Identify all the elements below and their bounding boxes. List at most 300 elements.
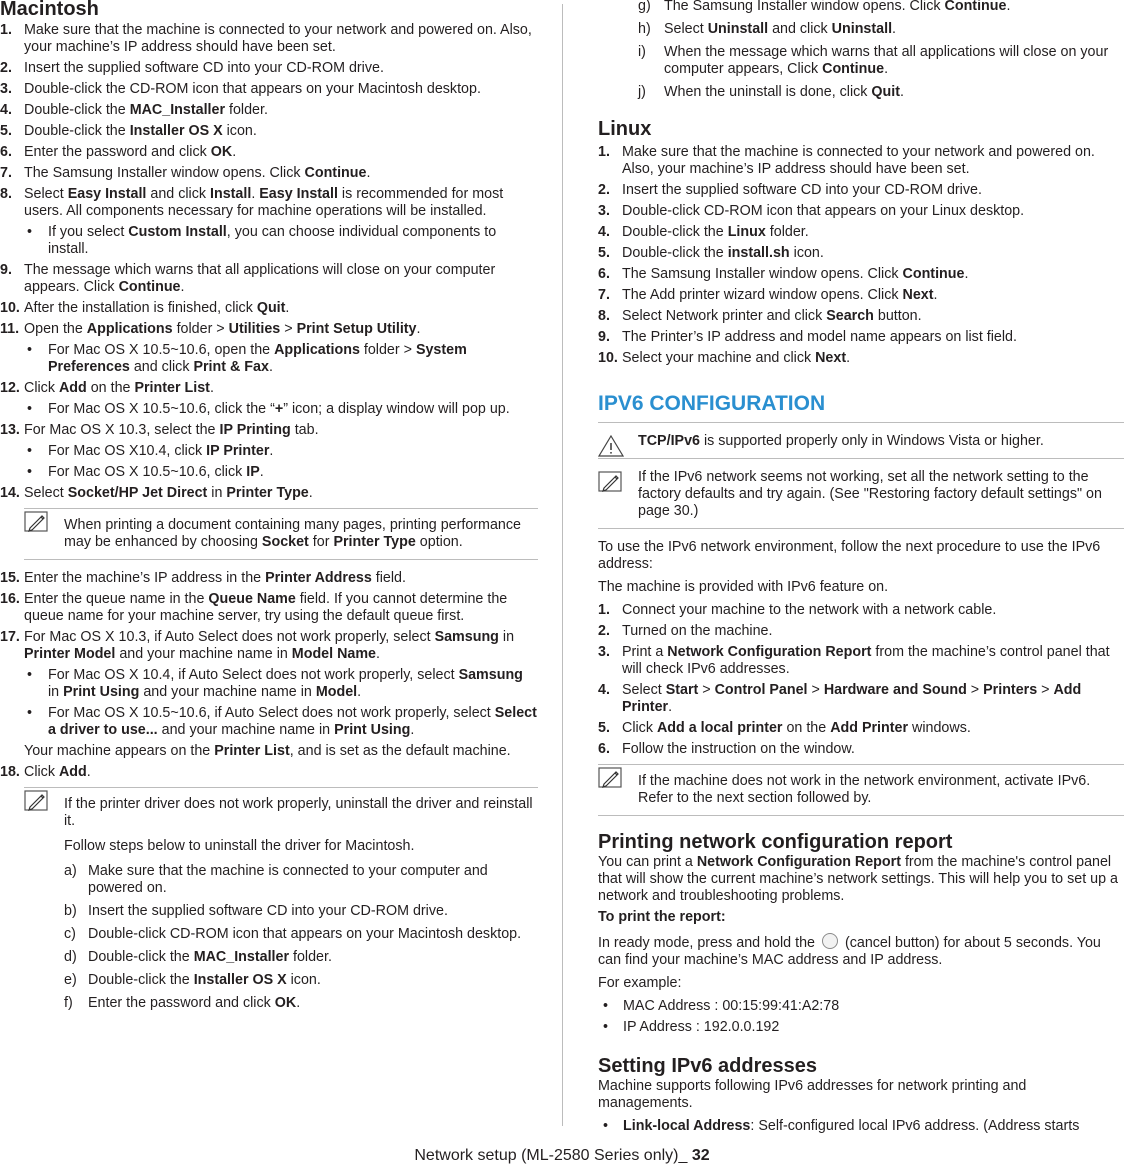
step-number: 10. (598, 350, 618, 366)
bold-term: MAC_Installer (129, 102, 226, 118)
step-item (598, 182, 1124, 199)
report-instruction (598, 933, 1124, 969)
text-run: For Mac OS X10.4, click (48, 443, 207, 459)
step-item (0, 422, 538, 439)
step-item (0, 186, 538, 220)
text-run: from the machine's control panel that will show the current machine’s network settings. This will help you to set up a network and troubleshooting problems. (598, 854, 1118, 904)
step-item (598, 203, 1124, 220)
text-run: Enter the password and click (88, 995, 275, 1011)
bold-term: Continue (902, 266, 965, 282)
text-run: Insert the supplied software CD into your CD-ROM drive. (24, 60, 384, 76)
example-label: For example: (598, 975, 682, 991)
step-number: 10. (0, 300, 20, 316)
step-item (598, 644, 1124, 678)
bullet-item (0, 705, 538, 739)
lettered-item (598, 84, 1124, 101)
lettered-item (64, 863, 538, 897)
text-run: icon. (222, 123, 257, 139)
text-run: Insert the supplied software CD into your CD-ROM drive. (622, 182, 982, 198)
uninstall-steps (64, 863, 538, 1012)
text-run: Double-click CD-ROM icon that appears on your Macintosh desktop. (88, 926, 522, 942)
text-run: field. (371, 570, 406, 586)
text-run: folder > (359, 342, 416, 358)
bold-term: Printer Type (333, 534, 416, 550)
text-run: The Add printer wizard window opens. Click (622, 287, 903, 303)
text-run: in (207, 485, 227, 501)
text-run: Click (24, 380, 59, 396)
item-letter: g) (638, 0, 651, 14)
text-run: . (269, 443, 274, 459)
step-number: 1. (598, 144, 610, 160)
bold-term: Uninstall (707, 21, 769, 37)
step-number: 3. (598, 644, 610, 660)
note-ipv6-reset (598, 469, 1124, 529)
step-item (0, 570, 538, 587)
step-number: 5. (598, 720, 610, 736)
bold-term: Printers (983, 682, 1038, 698)
step-item (598, 144, 1124, 178)
bold-term: Utilities (228, 321, 281, 337)
text-run: The Samsung Installer window opens. Click (664, 0, 945, 14)
step-item (598, 720, 1124, 737)
step-number: 4. (0, 102, 12, 118)
bold-term: MAC_Installer (193, 949, 290, 965)
text-run: Click (622, 720, 657, 736)
bullet-dot: • (27, 443, 33, 459)
text-run: Double-click the (622, 224, 728, 240)
lettered-item (64, 972, 538, 989)
bold-term: Print Using (63, 684, 140, 700)
step-followup (0, 743, 538, 760)
step-number: 6. (598, 266, 610, 282)
text-run: , you can choose individual components to install. (48, 224, 497, 257)
step-number: 8. (598, 308, 610, 324)
example-list (598, 998, 1124, 1036)
text-run: Double-click the (622, 245, 728, 261)
note-pencil-icon (598, 767, 624, 789)
text-run: Make sure that the machine is connected to your computer and powered on. (88, 863, 488, 896)
step-number: 4. (598, 224, 610, 240)
bold-term: IP (246, 464, 260, 480)
text-run: > (807, 682, 824, 698)
step-number: 7. (598, 287, 610, 303)
text-run: and your machine name in (139, 684, 316, 700)
bullet-dot: • (603, 998, 609, 1014)
bold-term: Printer Address (265, 570, 372, 586)
step-item (0, 123, 538, 140)
bold-term: + (274, 401, 284, 417)
lettered-item (64, 949, 538, 966)
note-uninstall-p1: If the printer driver does not work properly, uninstall the driver and reinstall it. (64, 796, 533, 829)
text-run: > (698, 682, 715, 698)
bold-term: Add (58, 764, 87, 780)
text-run: in (48, 684, 64, 700)
item-letter: c) (64, 926, 76, 942)
report-heading: Printing network configuration report (598, 831, 953, 853)
bullet-dot: • (27, 464, 33, 480)
report-paragraph (598, 854, 1124, 905)
step-number: 2. (598, 623, 610, 639)
bold-term: Samsung (434, 629, 499, 645)
bullet-dot: • (27, 224, 33, 240)
bold-term: Printer Model (24, 646, 116, 662)
text-run: > (1037, 682, 1054, 698)
bold-term: Uninstall (831, 21, 893, 37)
note-uninstall (24, 787, 538, 1012)
text-run: . (86, 764, 91, 780)
text-run: . (964, 266, 969, 282)
text-run: Double-click the (24, 123, 130, 139)
footer-text: Network setup (ML-2580 Series only)_ (414, 1147, 692, 1164)
example-item (598, 1019, 1124, 1036)
bold-term: Print Setup Utility (296, 321, 417, 337)
text-run: . (209, 380, 214, 396)
text-run: For Mac OS X 10.5~10.6, click the “ (48, 401, 275, 417)
bold-term: Model (315, 684, 358, 700)
bold-term: Add a local printer (656, 720, 783, 736)
text-run: Select (664, 21, 708, 37)
text-run: Follow the instruction on the window. (622, 741, 855, 757)
text-run: For Mac OS X 10.4, if Auto Select does not work properly, select (48, 667, 459, 683)
step-item (0, 60, 538, 77)
text-run: on the (782, 720, 831, 736)
step-item (0, 485, 538, 502)
bullet-item (0, 443, 538, 460)
bold-term: Network Configuration Report (696, 854, 901, 870)
step-number: 1. (598, 602, 610, 618)
step-item (0, 144, 538, 161)
text-run: Double-click CD-ROM icon that appears on your Linux desktop. (622, 203, 1025, 219)
bold-term: Easy Install (259, 186, 338, 202)
step-number: 3. (0, 81, 12, 97)
bold-term: Applications (274, 342, 360, 358)
note-socket-text (64, 517, 538, 551)
bullet-dot: • (27, 342, 33, 358)
text-run: Turned on the machine. (622, 623, 773, 639)
macintosh-steps-continued (0, 570, 538, 781)
bold-term: install.sh (727, 245, 790, 261)
text-run: The Samsung Installer window opens. Click (24, 165, 305, 181)
step-item (598, 350, 1124, 367)
text-run: . (846, 350, 851, 366)
text-run: tab. (290, 422, 319, 438)
bold-term: Continue (118, 279, 181, 295)
text-run: > (966, 682, 984, 698)
bold-term: Printer List (134, 380, 210, 396)
lettered-item (64, 903, 538, 920)
text-run: The message which warns that all applications will close on your computer appears. Click (24, 262, 496, 295)
text-run: is supported properly only in Windows Vista or higher. (699, 433, 1044, 449)
text-run: : Self-configured local IPv6 address. (Address starts (750, 1118, 1080, 1134)
step-item (0, 165, 538, 182)
lettered-item (598, 44, 1124, 78)
step-number: 5. (598, 245, 610, 261)
text-run: on the (86, 380, 135, 396)
bold-term: Socket/HP Jet Direct (67, 485, 208, 501)
note-activate-ipv6 (598, 764, 1124, 816)
bold-term: Queue Name (208, 591, 296, 607)
lettered-item (598, 0, 1124, 15)
step-number: 12. (0, 380, 20, 396)
text-run: For Mac OS X 10.5~10.6, click (48, 464, 247, 480)
bullet-item (0, 342, 538, 376)
bold-term: Control Panel (714, 682, 808, 698)
text-run: When printing a document containing many pages, printing performance may be enhanced by choosing (64, 517, 521, 550)
report-instruction-b: (cancel button) for about 5 seconds. You can find your machine’s MAC address and IP address. (598, 935, 1101, 968)
step-number: 4. (598, 682, 610, 698)
step-item (598, 224, 1124, 241)
bold-term: OK (210, 144, 233, 160)
text-run: . (366, 165, 371, 181)
text-run: Enter the password and click (24, 144, 211, 160)
text-run: . (268, 359, 273, 375)
text-run: Connect your machine to the network with a network cable. (622, 602, 997, 618)
step-item (598, 266, 1124, 283)
text-run: windows. (908, 720, 971, 736)
cancel-button-icon (822, 933, 838, 949)
step-item (598, 245, 1124, 262)
text-run: . (259, 464, 264, 480)
item-letter: a) (64, 863, 77, 879)
step-number: 15. (0, 570, 20, 586)
bold-term: Installer OS X (129, 123, 223, 139)
text-run: icon. (789, 245, 824, 261)
text-run: Double-click the (88, 972, 194, 988)
bullet-dot: • (603, 1019, 609, 1035)
text-run: . (357, 684, 362, 700)
bold-term: Search (826, 308, 874, 324)
step-number: 2. (0, 60, 12, 76)
step-item (0, 102, 538, 119)
step-number: 8. (0, 186, 12, 202)
bold-term: Easy Install (67, 186, 147, 202)
text-run: > (280, 321, 297, 337)
bullet-dot: • (27, 667, 33, 683)
report-subheading-text: To print the report: (598, 909, 726, 925)
text-run: The Printer’s IP address and model name appears on list field. (622, 329, 1017, 345)
text-run: folder. (765, 224, 809, 240)
text-run: Print a (622, 644, 668, 660)
text-run: Enter the machine’s IP address in the (24, 570, 266, 586)
text-run: . (180, 279, 185, 295)
step-item (598, 602, 1124, 619)
step-number: 9. (0, 262, 12, 278)
text-run: . (933, 287, 938, 303)
text-run: Your machine appears on the (24, 743, 215, 759)
item-letter: j) (638, 84, 646, 100)
note-ipv6-reset-text: If the IPv6 network seems not working, set all the network setting to the factory defaults and try again. (See "Restoring factory default settings" on page 30.) (638, 469, 1102, 519)
text-run: For Mac OS X 10.5~10.6, if Auto Select does not work properly, select (48, 705, 495, 721)
bold-term: Samsung (458, 667, 523, 683)
text-run: If you select (48, 224, 129, 240)
text-run: For Mac OS X 10.5~10.6, open the (48, 342, 275, 358)
bold-term: Start (665, 682, 699, 698)
macintosh-heading: Macintosh (0, 0, 99, 20)
text-run: Double-click the (88, 949, 194, 965)
caution-note (598, 433, 1124, 459)
setting-heading: Setting IPv6 addresses (598, 1055, 817, 1077)
example-text: MAC Address : 00:15:99:41:A2:78 (623, 998, 840, 1014)
text-run: . (416, 321, 421, 337)
item-letter: e) (64, 972, 77, 988)
text-run: . (1006, 0, 1011, 14)
bold-term: Socket (261, 534, 309, 550)
bullet-item (0, 401, 538, 418)
bold-term: Applications (86, 321, 173, 337)
text-run: After the installation is finished, click (24, 300, 257, 316)
text-run: . (668, 699, 673, 715)
text-run: field. If you cannot determine the queue name for your machine server, try using the default queue first. (24, 591, 508, 624)
bold-term: Printer List (214, 743, 290, 759)
text-run: and your machine name in (115, 646, 292, 662)
bold-term: Link-local Address (623, 1118, 751, 1134)
text-run: Select Network printer and click (622, 308, 827, 324)
bullet-dot: • (27, 705, 33, 721)
step-item (598, 308, 1124, 325)
text-run: . (285, 300, 290, 316)
step-item (598, 741, 1124, 758)
text-run: You can print a (598, 854, 697, 870)
note-pencil-icon (598, 471, 624, 493)
bold-term: Install (209, 186, 252, 202)
text-run: Select (24, 186, 68, 202)
uninstall-steps-continued (598, 0, 1124, 101)
link-local-bullet (598, 1118, 1124, 1135)
text-run: for (308, 534, 334, 550)
item-letter: d) (64, 949, 77, 965)
step-number: 6. (0, 144, 12, 160)
note-pencil-icon (24, 511, 50, 533)
linux-heading: Linux (598, 118, 652, 140)
step-number: 5. (0, 123, 12, 139)
step-number: 11. (0, 321, 20, 337)
caution-triangle-icon (598, 435, 624, 457)
text-run: . (296, 995, 301, 1011)
text-run: . (410, 722, 415, 738)
text-run: Double-click the CD-ROM icon that appears on your Macintosh desktop. (24, 81, 481, 97)
bullet-item (0, 224, 538, 258)
step-number: 1. (0, 22, 12, 38)
setting-paragraph: Machine supports following IPv6 addresses for network printing and managements. (598, 1078, 1027, 1111)
bold-term: Add (58, 380, 87, 396)
page-footer (0, 1146, 1124, 1166)
text-run: button. (873, 308, 922, 324)
lettered-item (64, 995, 538, 1012)
bold-term: Linux (727, 224, 766, 240)
step-item (0, 380, 538, 397)
step-item (598, 329, 1124, 346)
bold-term: Model Name (291, 646, 377, 662)
note-socket (24, 508, 538, 560)
step-item (0, 300, 538, 317)
ipv6-steps (598, 602, 1124, 758)
text-run: and click (768, 21, 832, 37)
step-item (0, 81, 538, 98)
text-run: from the machine’s control panel that will check IPv6 addresses. (622, 644, 1110, 677)
bold-term: Print & Fax (193, 359, 269, 375)
bold-term: Quit (256, 300, 286, 316)
note-pencil-icon (24, 790, 50, 812)
lettered-item (598, 21, 1124, 38)
note-activate-ipv6-text: If the machine does not work in the network environment, activate IPv6. Refer to the next section followed by. (638, 773, 1091, 806)
bold-term: IP Printing (219, 422, 291, 438)
lettered-item (64, 926, 538, 943)
step-number: 18. (0, 764, 20, 780)
text-run: option. (415, 534, 463, 550)
text-run: When the message which warns that all applications will close on your computer appears, Click (664, 44, 1109, 77)
text-run: folder. (225, 102, 268, 118)
bold-term: Continue (944, 0, 1007, 14)
bold-term: System Preferences (48, 342, 467, 375)
caution-text (638, 433, 1124, 450)
bold-term: Continue (304, 165, 367, 181)
bold-term: Continue (822, 61, 885, 77)
ipv6-heading: IPV6 CONFIGURATION (598, 391, 1124, 423)
item-letter: b) (64, 903, 77, 919)
text-run: . (376, 646, 380, 662)
step-number: 3. (598, 203, 610, 219)
bold-term: Quit (871, 84, 901, 100)
text-run: ” icon; a display window will pop up. (283, 401, 510, 417)
item-letter: i) (638, 44, 646, 60)
text-run: Double-click the (24, 102, 130, 118)
step-item (0, 629, 538, 663)
text-run: When the uninstall is done, click (664, 84, 872, 100)
text-run: . (232, 144, 237, 160)
text-run: For Mac OS X 10.3, select the (24, 422, 220, 438)
linux-steps (598, 144, 1124, 367)
text-run: Insert the supplied software CD into your CD-ROM drive. (88, 903, 448, 919)
text-run: Open the (24, 321, 87, 337)
report-instruction-a: In ready mode, press and hold the (598, 935, 815, 951)
text-run: . (900, 84, 904, 100)
link-local-text (623, 1118, 1079, 1134)
example-item (598, 998, 1124, 1015)
left-column (0, 0, 538, 1022)
text-run: The Samsung Installer window opens. Click (622, 266, 903, 282)
text-run: Select (24, 485, 68, 501)
ipv6-intro-1: To use the IPv6 network environment, follow the next procedure to use the IPv6 address: (598, 539, 1101, 572)
step-number: 7. (0, 165, 12, 181)
text-run: , and is set as the default machine. (289, 743, 511, 759)
text-run: and your machine name in (157, 722, 335, 738)
ipv6-intro-2: The machine is provided with IPv6 feature on. (598, 579, 889, 595)
column-divider (562, 4, 563, 1126)
text-run: Make sure that the machine is connected to your network and powered on. Also, your machine’s IP address should have been set. (24, 22, 532, 55)
step-item (0, 22, 538, 56)
text-run: Make sure that the machine is connected to your network and powered on. Also, your machine’s IP address should have been set. (622, 144, 1095, 177)
bold-term: Printer Type (226, 485, 309, 501)
bullet-dot: • (27, 401, 33, 417)
step-number: 13. (0, 422, 20, 438)
example-text: IP Address : 192.0.0.192 (623, 1019, 780, 1035)
note-uninstall-p2: Follow steps below to uninstall the driver for Macintosh. (64, 838, 415, 854)
step-item (598, 623, 1124, 640)
text-run: Select your machine and click (622, 350, 816, 366)
bold-term: Hardware and Sound (823, 682, 967, 698)
text-run: and click (129, 359, 194, 375)
step-number: 17. (0, 629, 20, 645)
bold-term: Add Printer (830, 720, 909, 736)
text-run: . (308, 485, 313, 501)
bold-term: Next (902, 287, 934, 303)
text-run: and click (146, 186, 210, 202)
bold-term: TCP/IPv6 (638, 433, 700, 449)
item-letter: f) (64, 995, 73, 1011)
bold-term: Custom Install (128, 224, 227, 240)
page-number: 32 (691, 1147, 710, 1164)
step-number: 6. (598, 741, 610, 757)
